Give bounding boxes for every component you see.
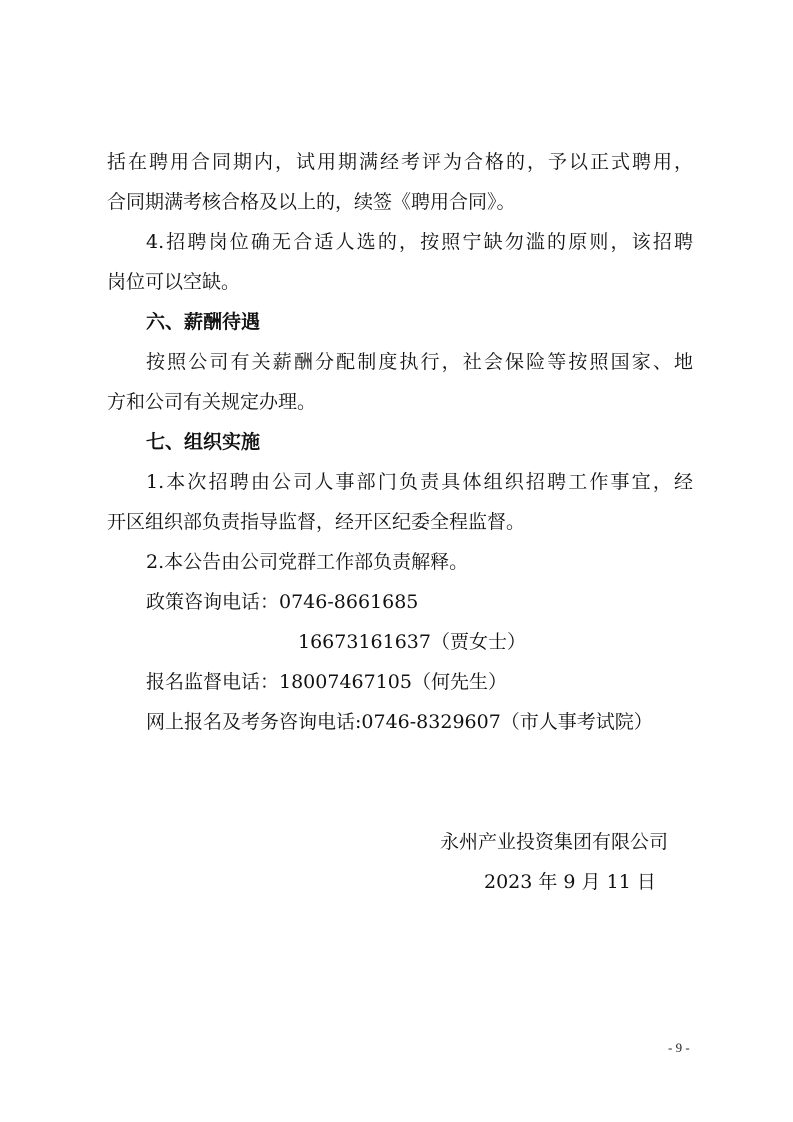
policy-phone-line-2: 16673161637（贾女士） [298,631,526,653]
signature-org: 永州产业投资集团有限公司 [440,831,669,853]
page-number: - 9 - [668,1040,690,1055]
body-line-1: 括在聘用合同期内，试用期满经考评为合格的，予以正式聘用， [107,151,693,173]
online-phone-line: 网上报名及考务咨询电话:0746-8329607（市人事考试院） [146,711,653,733]
implementation-line-3: 2.本公告由公司党群工作部负责解释。 [146,551,469,573]
salary-line-2: 方和公司有关规定办理。 [107,391,317,413]
signature-date: 2023 年 9 月 11 日 [484,871,656,893]
implementation-line-1: 1.本次招聘由公司人事部门负责具体组织招聘工作事宜，经 [146,471,693,493]
body-line-2: 合同期满考核合格及以上的，续签《聘用合同》。 [107,191,516,213]
salary-line-1: 按照公司有关薪酬分配制度执行，社会保险等按照国家、地 [146,351,693,373]
section-heading-implementation: 七、组织实施 [146,431,261,453]
body-line-3: 4.招聘岗位确无合适人选的，按照宁缺勿滥的原则，该招聘 [146,231,693,253]
section-heading-salary: 六、薪酬待遇 [146,311,261,333]
body-line-4: 岗位可以空缺。 [107,271,241,293]
supervise-phone-line: 报名监督电话：18007467105（何先生） [146,671,507,693]
policy-phone-line: 政策咨询电话：0746-8661685 [146,591,419,613]
implementation-line-2: 开区组织部负责指导监督，经开区纪委全程监督。 [107,511,526,533]
